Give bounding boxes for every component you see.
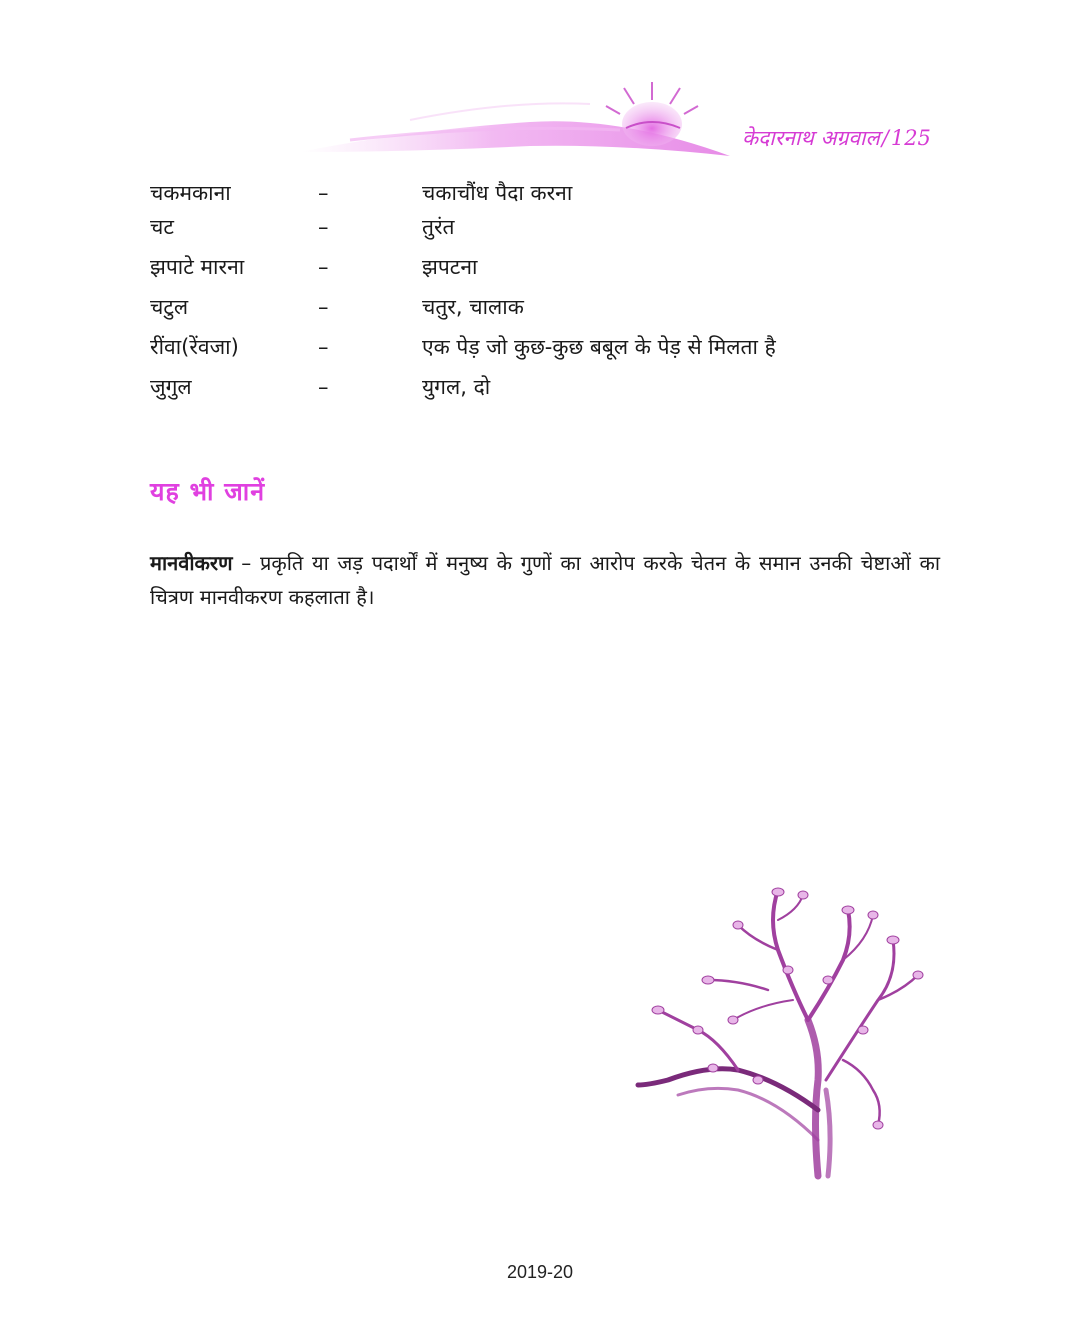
- tree-illustration: [628, 880, 928, 1180]
- running-head: [742, 124, 931, 152]
- running-head-separator: /: [881, 126, 889, 150]
- glossary-meaning: एक पेड़ जो कुछ-कुछ बबूल के पेड़ से मिलता है: [422, 335, 776, 359]
- glossary-term: रींवा(रेंवजा): [150, 335, 239, 359]
- glossary-dash: –: [318, 295, 329, 319]
- glossary-meaning: चकाचौंध पैदा करना: [422, 181, 573, 205]
- defined-term: मानवीकरण: [150, 551, 233, 575]
- glossary-meaning: तुरंत: [422, 215, 455, 239]
- sunrise-illustration: [290, 60, 750, 170]
- definition-text: – प्रकृति या जड़ पदार्थों में मनुष्य के गुणों का आरोप करके चेतन के समान उनकी चेष्टाओं का चित्रण मानवीकरण कहलाता है।: [150, 551, 940, 609]
- glossary-meaning: चतुर, चालाक: [422, 295, 524, 319]
- glossary-dash: –: [318, 255, 329, 279]
- glossary-meaning: झपटना: [422, 255, 478, 279]
- glossary-dash: –: [318, 215, 329, 239]
- glossary-term: चकमकाना: [150, 181, 231, 205]
- glossary-term: जुगुल: [150, 375, 192, 399]
- glossary-meaning: युगल, दो: [422, 375, 491, 399]
- glossary-term: झपाटे मारना: [150, 255, 245, 279]
- footer-year: 2019-20: [506, 1262, 574, 1282]
- section-heading: यह भी जानें: [150, 477, 266, 506]
- glossary-term: चट: [150, 215, 174, 239]
- glossary-term: चटुल: [150, 295, 189, 319]
- glossary-dash: –: [318, 181, 329, 205]
- running-head-title: केदारनाथ अग्रवाल: [742, 126, 880, 150]
- glossary-dash: –: [318, 375, 329, 399]
- page-number: 125: [890, 126, 931, 150]
- definition-paragraph: [150, 546, 940, 614]
- glossary-dash: –: [318, 335, 329, 359]
